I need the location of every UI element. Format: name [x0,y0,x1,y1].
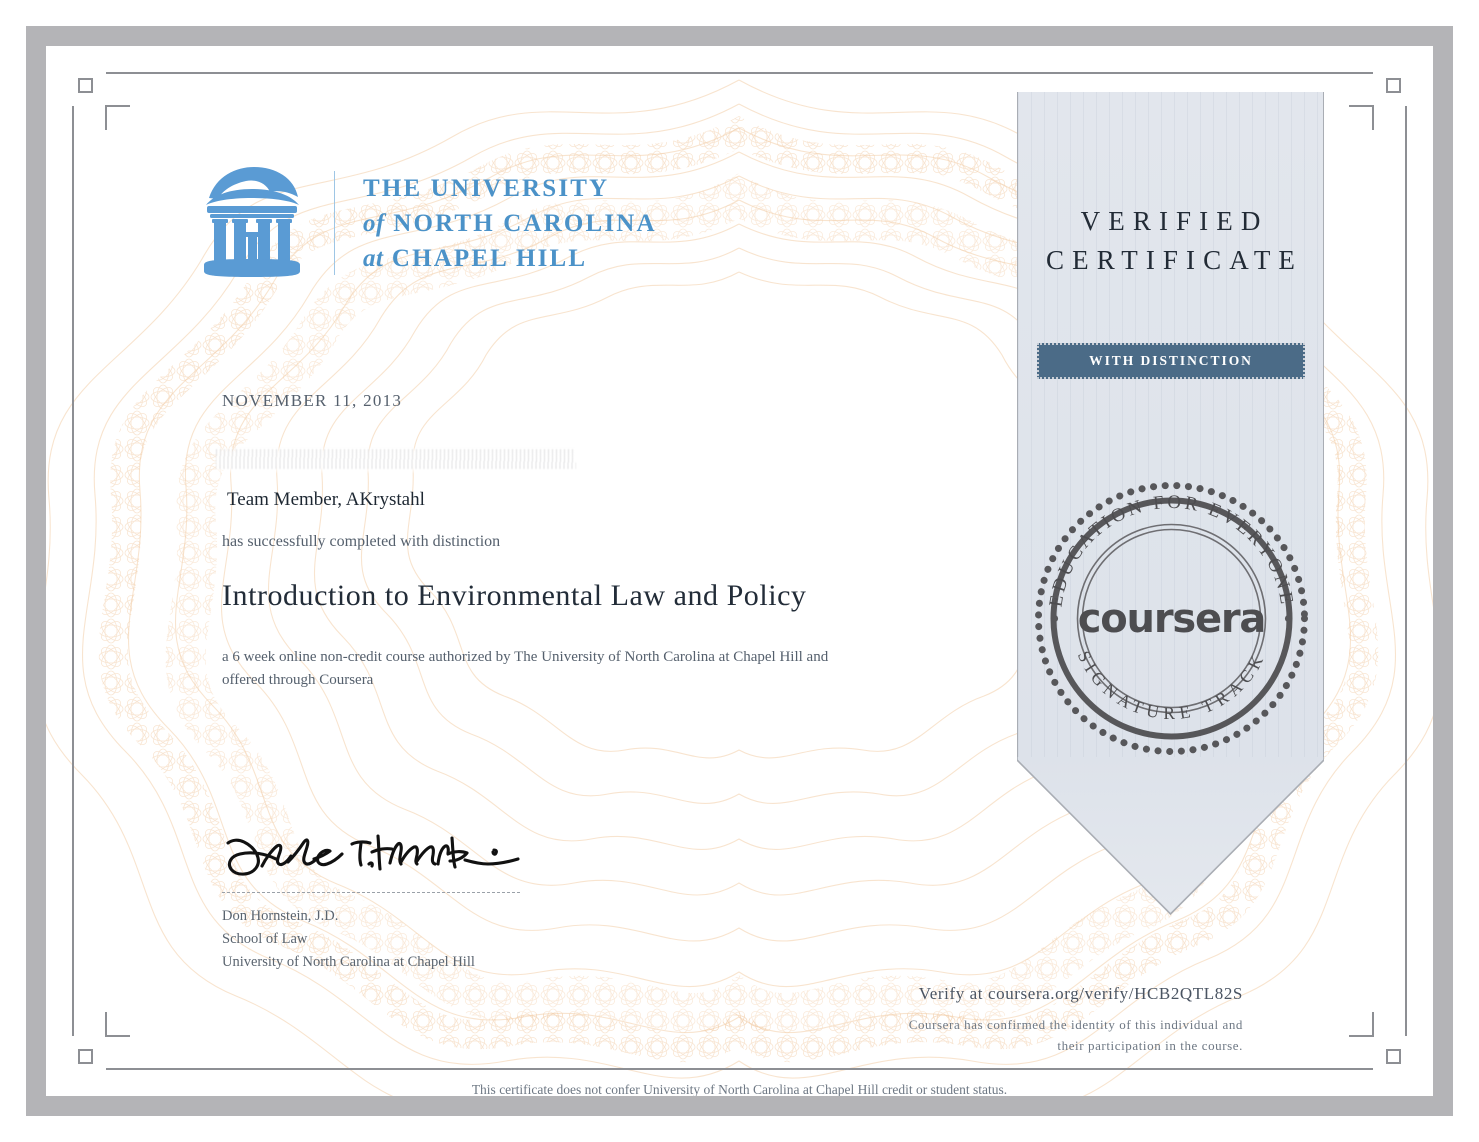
wordmark-line-1: THE UNIVERSITY [363,174,610,202]
signature-block [222,828,522,974]
wordmark-north-carolina: NORTH CAROLINA [393,209,657,237]
signature-rule [222,892,520,893]
verification-block [703,984,1243,1057]
signer-department: School of Law [222,930,308,947]
verify-note-line-2: their participation in the course. [1057,1037,1243,1053]
ribbon-heading-line2: CERTIFICATE [1046,244,1304,275]
seal-center-wordmark: coursera [1077,596,1266,642]
handwritten-signature-icon [222,828,522,890]
verify-note [703,1015,1243,1057]
issue-date: NOVEMBER 11, 2013 [222,391,403,410]
wordmark-at: at [363,244,384,272]
institution-header [196,164,657,282]
ribbon-heading [1018,202,1323,280]
unc-wordmark [363,171,657,276]
seal-top-arc-text: EDUCATION FOR EVERYONE [1045,491,1298,609]
seal-bottom-arc-text: SIGNATURE TRACK [1073,647,1270,724]
course-title: Introduction to Environmental Law and Policy [222,579,807,612]
unc-old-well-icon [196,164,308,282]
with-distinction-badge: WITH DISTINCTION [1037,343,1305,379]
ribbon-point [1017,756,1324,916]
svg-text:EDUCATION FOR EVERYONE [1046,492,1298,609]
corner-square-bottom-left [78,1049,93,1064]
recipient-role: Team Member, AKrystahl [227,489,425,510]
certificate-paper [46,46,1433,1096]
coursera-seal [1030,477,1313,760]
certificate-body [222,391,862,692]
certificate-outer-frame [26,26,1453,1116]
wordmark-chapel-hill: CHAPEL HILL [391,244,588,272]
verify-url[interactable]: Verify at coursera.org/verify/HCB2QTL82S [918,984,1243,1003]
ribbon-heading-line1: VERIFIED [1080,206,1269,236]
recipient-name-redaction [216,447,576,473]
signer-institution: University of North Carolina at Chapel Hill [222,953,475,970]
course-description: a 6 week online non-credit course authorized by The University of North Carolina at Chapel Hill and offered through Coursera [222,649,829,688]
wordmark-line-2 [363,206,657,241]
verify-note-line-1: Coursera has confirmed the identity of this individual and [908,1017,1243,1032]
recipient-name-wrap [222,441,862,487]
completion-statement: has successfully completed with distinction [222,533,501,550]
corner-square-bottom-right [1386,1049,1401,1064]
ribbon-body [1017,92,1324,757]
credit-disclaimer: This certificate does not confer University of North Carolina at Chapel Hill credit or student status. [471,1082,1008,1096]
verified-certificate-ribbon [1017,92,1324,916]
wordmark-line-3 [363,241,657,276]
corner-square-top-left [78,78,93,93]
corner-square-top-right [1386,78,1401,93]
wordmark-of: of [363,209,385,237]
header-divider [334,171,335,275]
signer-name: Don Hornstein, J.D. [222,908,339,924]
